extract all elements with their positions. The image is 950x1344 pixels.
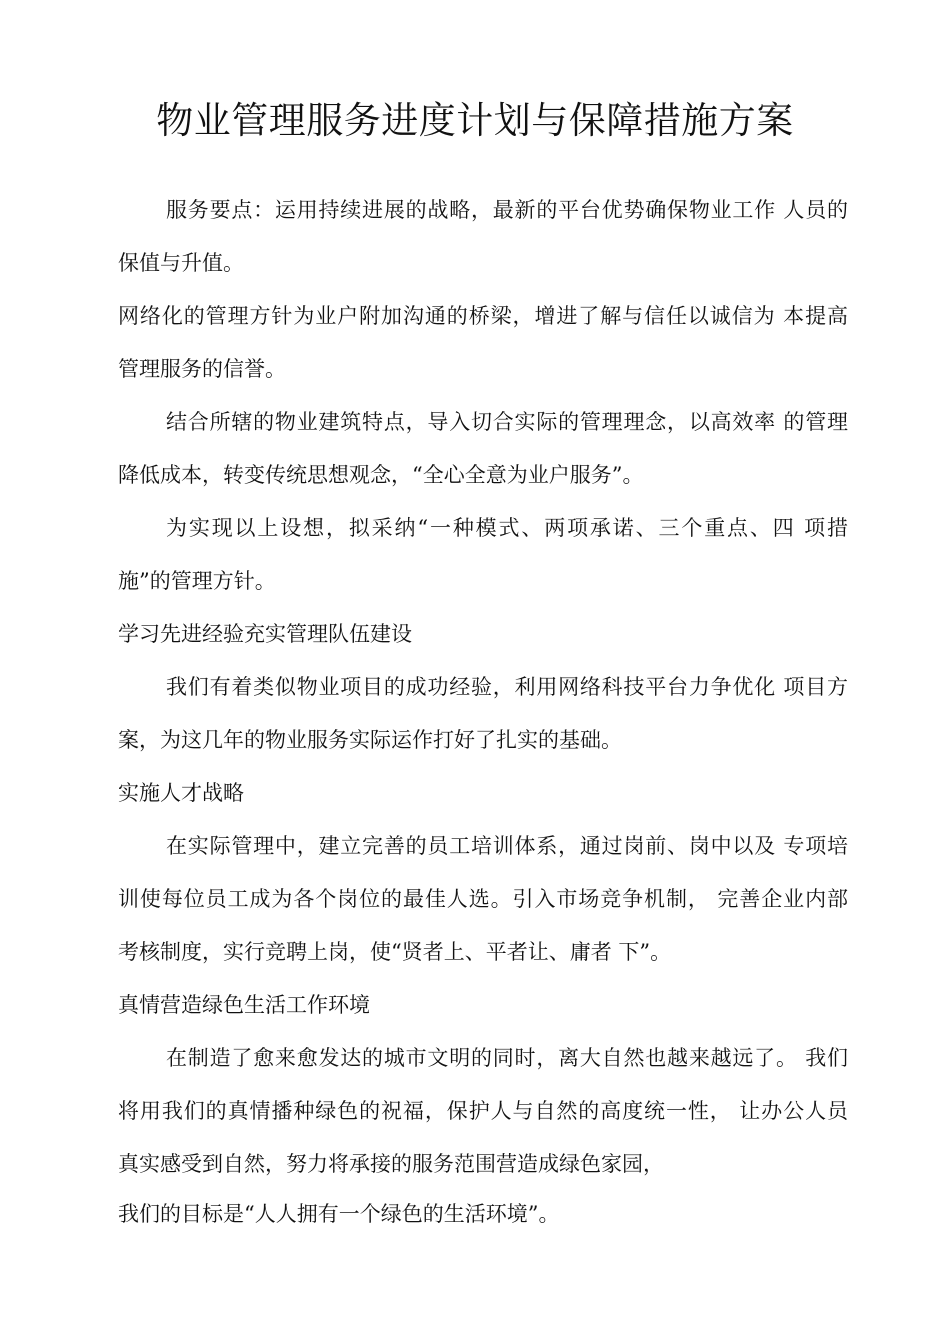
paragraph-line: 案，为这几年的物业服务实际运作打好了扎实的基础。 [118,728,622,752]
paragraph-line: 降低成本，转变传统思想观念，“全心全意为业户服务”。 [118,463,644,487]
paragraph-line: 在制造了愈来愈发达的城市文明的同时，离大自然也越来越远了。 我们 [166,1046,848,1070]
paragraph-line: 真实感受到自然，努力将承接的服务范围营造成绿色家园， [118,1152,664,1176]
paragraph-line: 训使每位员工成为各个岗位的最佳人选。引入市场竞争机制， 完善企业内部 [118,887,848,911]
section-heading: 实施人才战略 [118,781,244,805]
paragraph-line: 考核制度，实行竞聘上岗，使“贤者上、平者让、庸者 下”。 [118,940,672,964]
paragraph-line: 施”的管理方针。 [118,569,276,593]
paragraph-line: 将用我们的真情播种绿色的祝福，保护人与自然的高度统一性， 让办公人员 [118,1099,848,1123]
paragraph-line: 管理服务的信誉。 [118,357,286,381]
paragraph-line: 网络化的管理方针为业户附加沟通的桥梁，增进了解与信任以诚信为 本提高 [118,304,848,328]
paragraph-line: 在实际管理中，建立完善的员工培训体系，通过岗前、岗中以及 专项培 [166,834,848,858]
paragraph-line: 保值与升值。 [118,251,244,275]
paragraph-line: 我们的目标是“人人拥有一个绿色的生活环境”。 [118,1202,560,1226]
paragraph-line: 为实现以上设想，拟采纳“一种模式、两项承诺、三个重点、四 项措 [166,516,848,540]
section-heading: 真情营造绿色生活工作环境 [118,993,370,1017]
paragraph-line: 我们有着类似物业项目的成功经验，利用网络科技平台力争优化 项目方 [166,675,848,699]
paragraph-line: 服务要点：运用持续进展的战略，最新的平台优势确保物业工作 人员的 [166,198,848,222]
section-heading: 学习先进经验充实管理队伍建设 [118,622,412,646]
document-title: 物业管理服务进度计划与保障措施方案 [156,99,794,142]
paragraph-line: 结合所辖的物业建筑特点，导入切合实际的管理理念，以高效率 的管理 [166,410,848,434]
